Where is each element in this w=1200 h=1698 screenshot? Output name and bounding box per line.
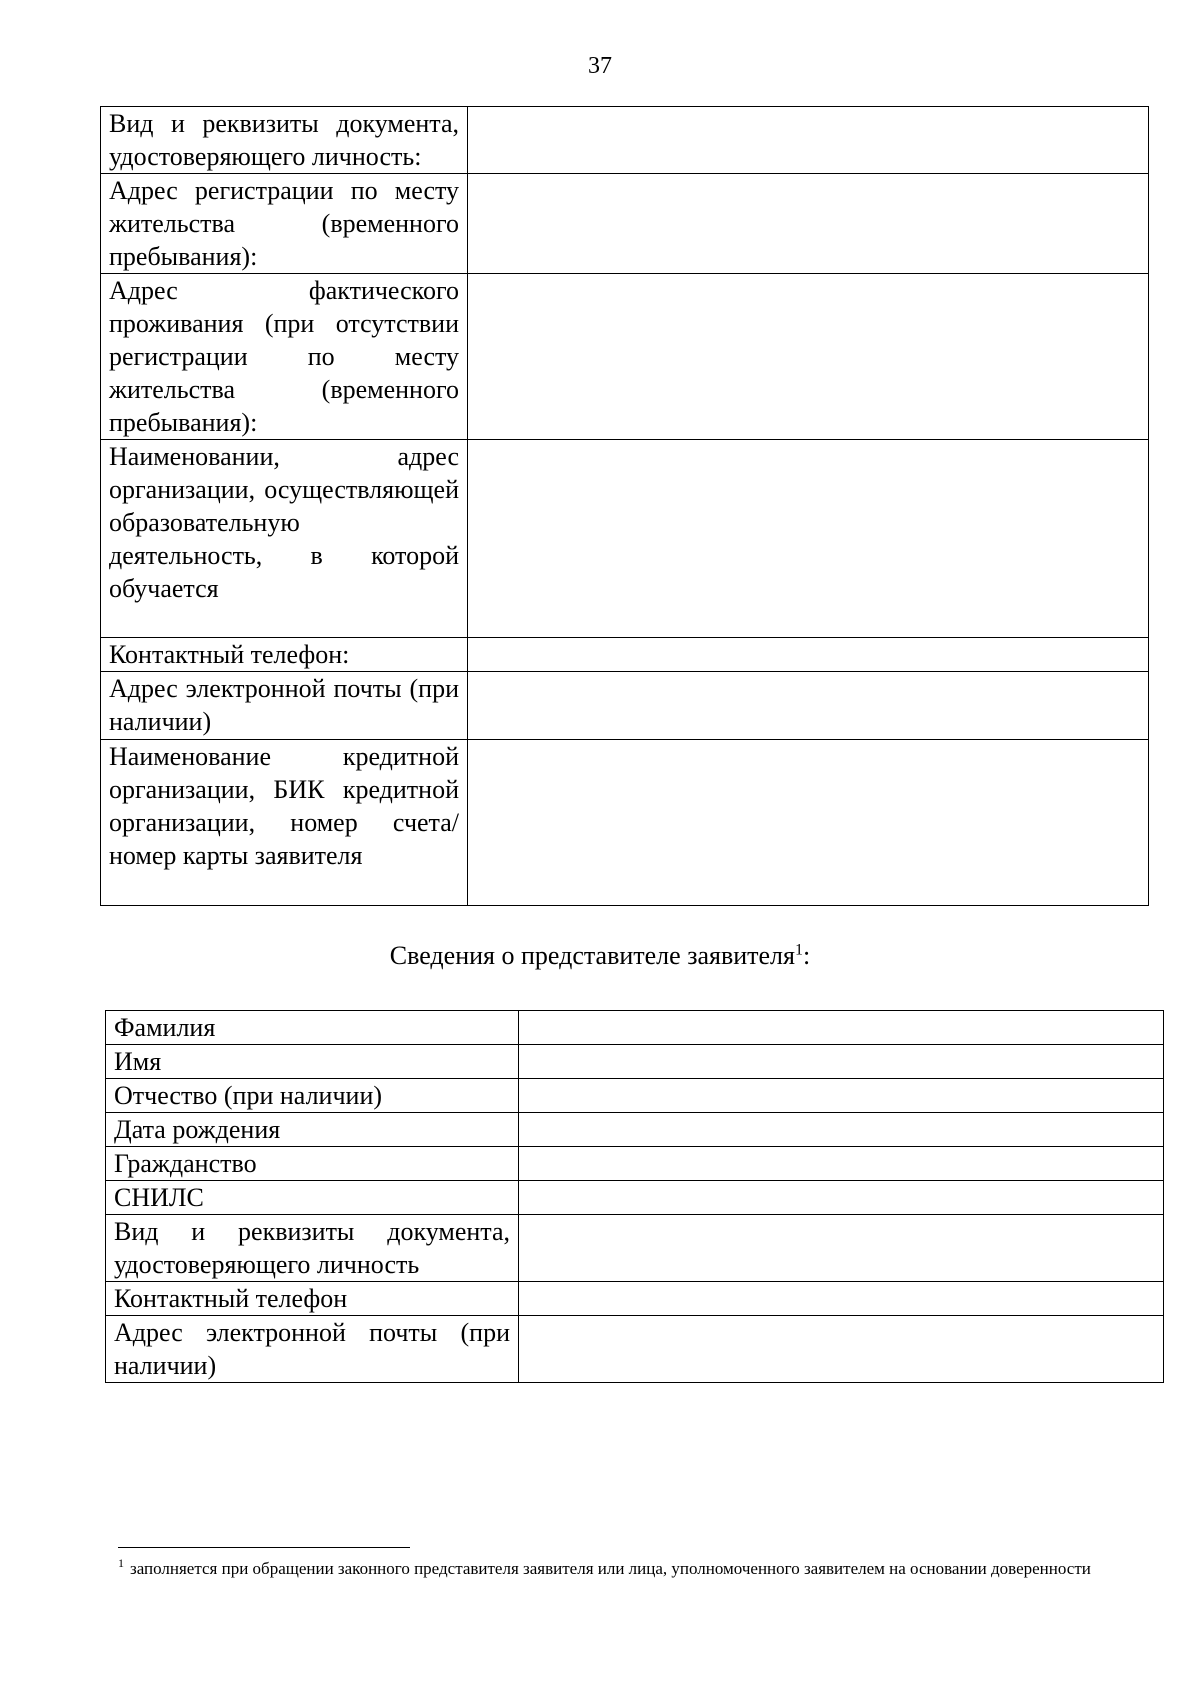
row-label-registration-address: Адрес регистрации по месту жительства (временного пребывания):	[101, 174, 468, 274]
row-label-email: Адрес электронной почты (при наличии)	[101, 672, 468, 740]
row-label-actual-address: Адрес фактического проживания (при отсутствии регистрации по месту жительства (временного пребывания):	[101, 274, 468, 440]
table-row	[101, 638, 1149, 672]
table-row	[106, 1215, 1164, 1282]
row-value-phone[interactable]	[519, 1282, 1164, 1316]
table-row	[101, 740, 1149, 906]
row-value-email[interactable]	[519, 1316, 1164, 1383]
table-row	[101, 440, 1149, 638]
table-row	[106, 1316, 1164, 1383]
row-value-bank-details[interactable]	[468, 740, 1149, 906]
row-value-registration-address[interactable]	[468, 174, 1149, 274]
table-row	[106, 1011, 1164, 1045]
footnote-marker: 1	[795, 941, 803, 959]
table-row	[106, 1181, 1164, 1215]
page-number: 37	[588, 53, 612, 79]
row-value-surname[interactable]	[519, 1011, 1164, 1045]
row-value-actual-address[interactable]	[468, 274, 1149, 440]
row-label-name: Имя	[106, 1045, 519, 1079]
row-label-education-organization: Наименовании, адрес организации, осуществляющей образовательную деятельность, в которой обучается	[101, 440, 468, 638]
row-label-patronymic: Отчество (при наличии)	[106, 1079, 519, 1113]
representative-section-title	[0, 940, 1200, 972]
table-row	[106, 1147, 1164, 1181]
table-row	[101, 107, 1149, 174]
footnote	[118, 1556, 1140, 1582]
row-label-email: Адрес электронной почты (при наличии)	[106, 1316, 519, 1383]
table-row	[101, 672, 1149, 740]
row-label-bank-details: Наименование кредитной организации, БИК кредитной организации, номер счета/номер карты заявителя	[101, 740, 468, 906]
table-row	[101, 274, 1149, 440]
row-value-name[interactable]	[519, 1045, 1164, 1079]
row-value-citizenship[interactable]	[519, 1147, 1164, 1181]
row-label-identity-document: Вид и реквизиты документа, удостоверяющего личность	[106, 1215, 519, 1282]
row-label-birth-date: Дата рождения	[106, 1113, 519, 1147]
table-row	[106, 1045, 1164, 1079]
table-row	[101, 174, 1149, 274]
row-value-identity-document[interactable]	[519, 1215, 1164, 1282]
row-value-birth-date[interactable]	[519, 1113, 1164, 1147]
row-value-email[interactable]	[468, 672, 1149, 740]
representative-details-table	[105, 1010, 1164, 1383]
table-row	[106, 1282, 1164, 1316]
footnote-text: заполняется при обращении законного представителя заявителя или лица, уполномоченного заявителем на основании доверенности	[130, 1559, 1091, 1578]
row-label-identity-document: Вид и реквизиты документа, удостоверяющего личность:	[101, 107, 468, 174]
row-label-surname: Фамилия	[106, 1011, 519, 1045]
row-value-patronymic[interactable]	[519, 1079, 1164, 1113]
section-title-text: Сведения о представителе заявителя	[389, 941, 795, 970]
row-value-identity-document[interactable]	[468, 107, 1149, 174]
applicant-details-table	[100, 106, 1149, 906]
footnote-marker: 1	[118, 1556, 124, 1571]
row-label-citizenship: Гражданство	[106, 1147, 519, 1181]
row-label-phone: Контактный телефон:	[101, 638, 468, 672]
row-value-education-organization[interactable]	[468, 440, 1149, 638]
row-value-phone[interactable]	[468, 638, 1149, 672]
row-label-snils: СНИЛС	[106, 1181, 519, 1215]
section-title-suffix: :	[803, 941, 811, 970]
table-row	[106, 1079, 1164, 1113]
table-row	[106, 1113, 1164, 1147]
row-value-snils[interactable]	[519, 1181, 1164, 1215]
footnote-divider	[118, 1547, 410, 1548]
row-label-phone: Контактный телефон	[106, 1282, 519, 1316]
